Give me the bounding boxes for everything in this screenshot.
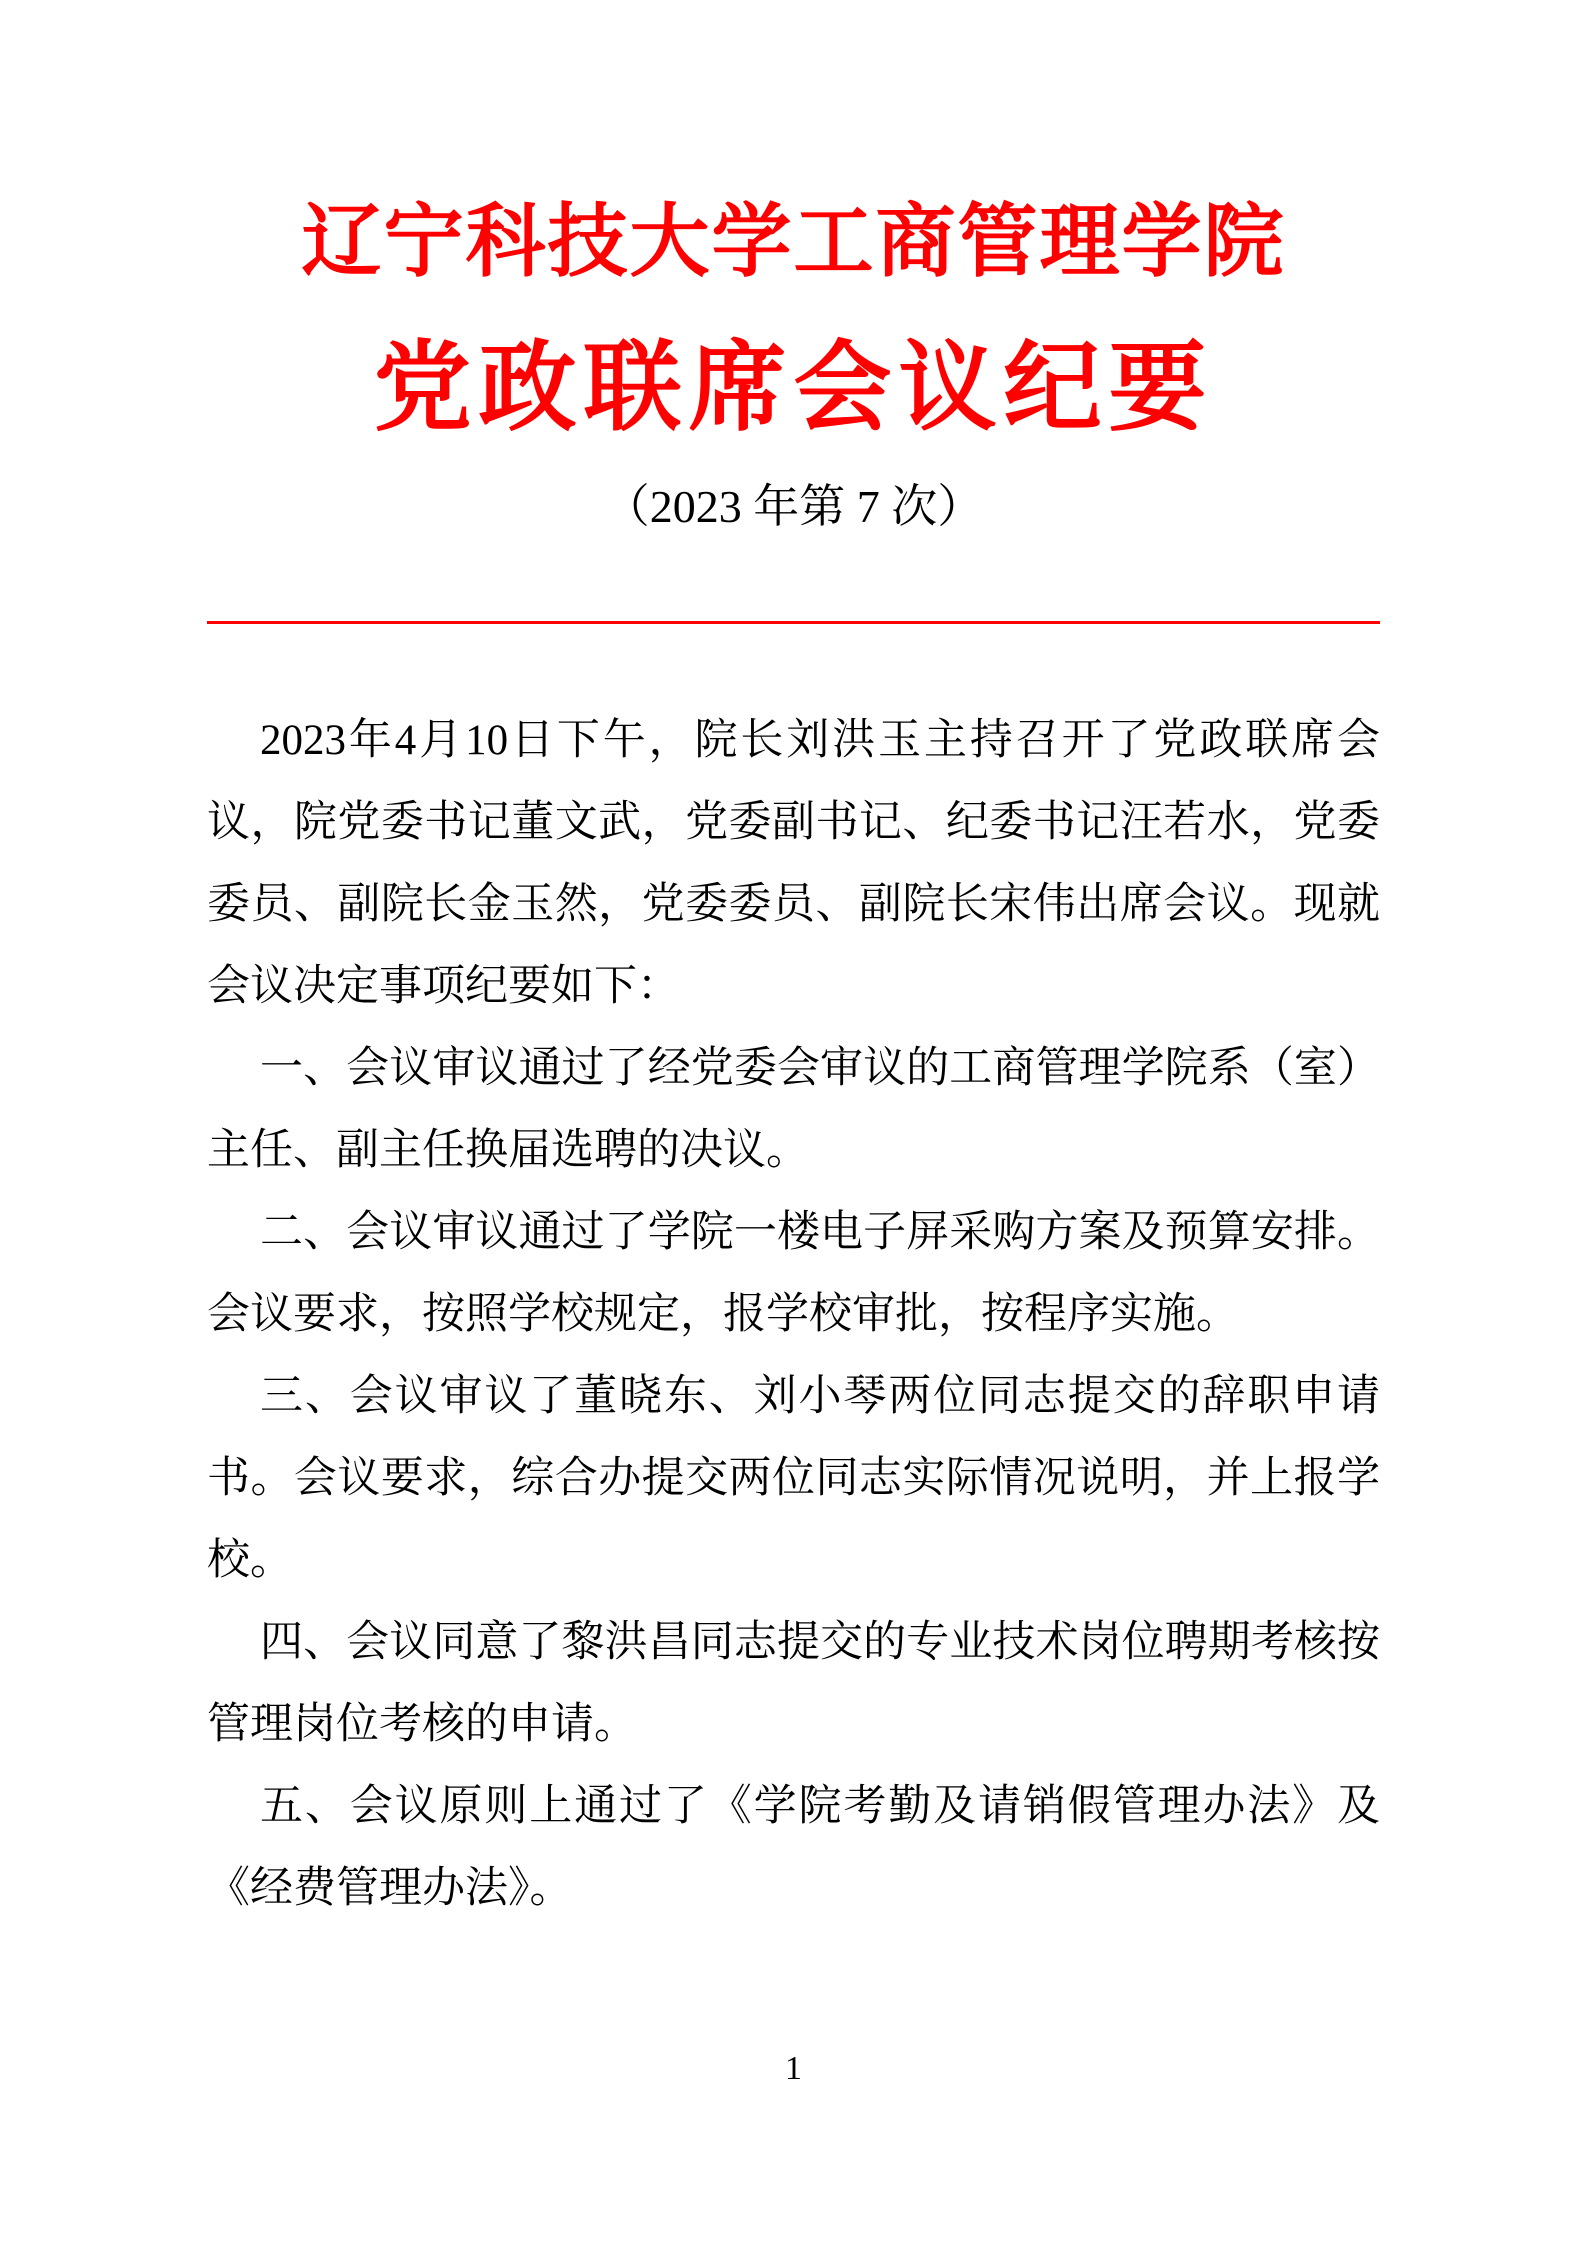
paragraph-intro: 2023年4月10日下午，院长刘洪玉主持召开了党政联席会议，院党委书记董文武，党委副书记、纪委书记汪若水，党委委员、副院长金玉然，党委委员、副院长宋伟出席会议。现就会议决定事项纪要如下： <box>207 717 1380 1010</box>
organization-title: 辽宁科技大学工商管理学院 <box>301 197 1286 286</box>
document-body <box>207 700 1380 1930</box>
paragraph-item-2: 二、会议审议通过了学院一楼电子屏采购方案及预算安排。会议要求，按照学校规定，报学校审批，按程序实施。 <box>207 1209 1380 1338</box>
paragraph-item-1: 一、会议审议通过了经党委会审议的工商管理学院系（室）主任、副主任换届选聘的决议。 <box>207 1045 1380 1174</box>
paragraph-item-4: 四、会议同意了黎洪昌同志提交的专业技术岗位聘期考核按管理岗位考核的申请。 <box>207 1619 1380 1748</box>
document-title: 党政联席会议纪要 <box>373 332 1214 442</box>
paragraph-item-5: 五、会议原则上通过了《学院考勤及请销假管理办法》及《经费管理办法》。 <box>207 1783 1380 1912</box>
meeting-number-subtitle: （2023 年第 7 次） <box>603 481 984 532</box>
red-divider-line <box>207 621 1380 624</box>
paragraph-item-3: 三、会议审议了董晓东、刘小琴两位同志提交的辞职申请书。会议要求，综合办提交两位同志实际情况说明，并上报学校。 <box>207 1373 1380 1584</box>
page-number: 1 <box>785 2050 802 2087</box>
